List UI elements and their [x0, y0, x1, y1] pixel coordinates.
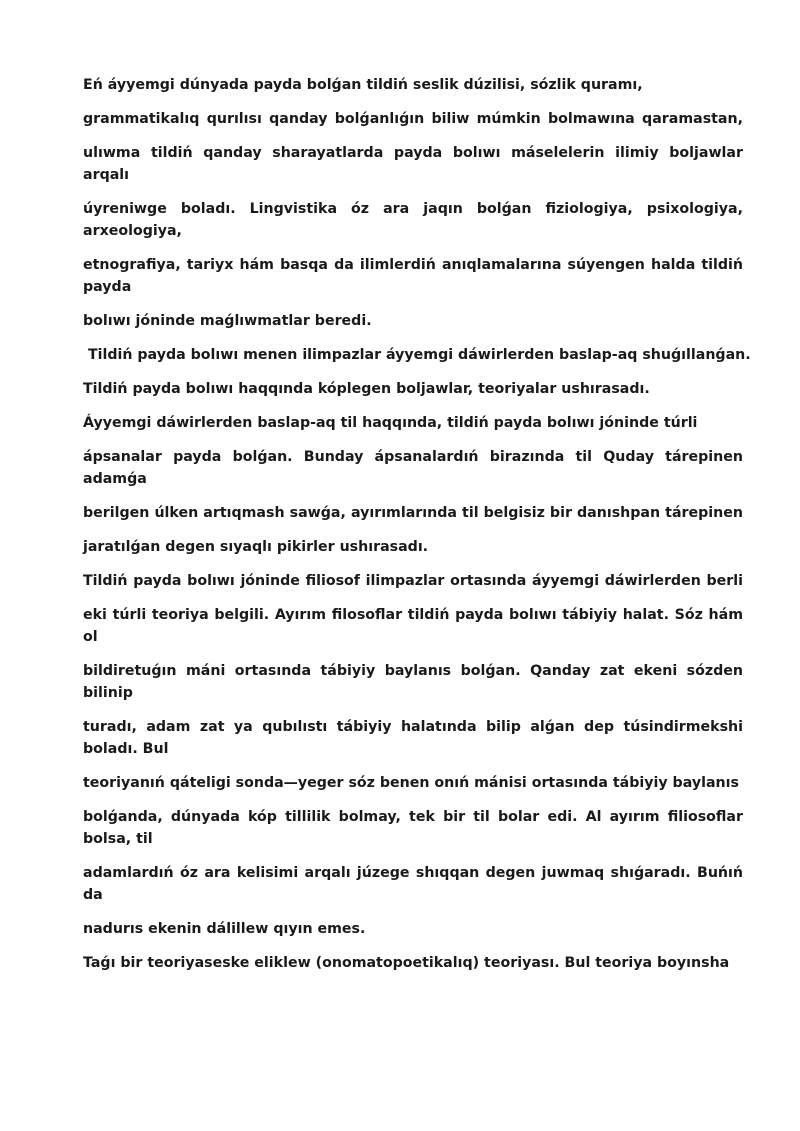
text-line: bilinip — [83, 685, 133, 701]
text-line: bolıwı jóninde maǵlıwmatlar beredi. — [83, 313, 372, 329]
text-line: arqalı — [83, 167, 130, 183]
text-line: ápsanalar payda bolǵan. Bunday ápsanalardıń birazında til Quday tárepinen — [83, 449, 743, 465]
text-line: jaratılǵan degen sıyaqlı pikirler ushırasadı. — [83, 539, 429, 555]
text-line: Tildiń payda bolıwı jóninde filiosof ilimpazlar ortasında áyyemgi dáwirlerden berli — [83, 573, 743, 589]
text-line: eki túrli teoriya belgili. Ayırım filosoflar tildiń payda bolıwı tábiyiy halat. Sóz hám ol — [83, 607, 743, 645]
text-line: adamǵa — [83, 471, 147, 487]
text-line: bildiretuǵın máni ortasında tábiyiy baylanıs bolǵan. Qanday zat ekeni sózden — [83, 663, 743, 679]
text-line: Tildiń payda bolıwı haqqında kóplegen boljawlar, teoriyalar ushırasadı. — [83, 381, 650, 397]
text-line: bolsa, til — [83, 831, 153, 847]
text-line: grammatikalıq qurılısı qanday bolǵanlıǵın biliw múmkin bolmawına qaramastan, — [83, 111, 743, 127]
text-line: berilgen úlken artıqmash sawǵa, ayırımlarında til belgisiz bir danıshpan tárepinen — [83, 505, 743, 521]
text-line: nadurıs ekenin dálillew qıyın emes. — [83, 921, 366, 937]
text-line: Eń áyyemgi dúnyada payda bolǵan tildiń seslik dúzilisi, sózlik quramı, — [83, 77, 643, 93]
text-line: boladı. Bul — [83, 741, 169, 757]
text-line: turadı, adam zat ya qubılıstı tábiyiy halatında bilip alǵan dep túsindirmekshi — [83, 719, 743, 735]
text-line: ulıwma tildiń qanday sharayatlarda payda bolıwı máselelerin ilimiy boljawlar — [83, 145, 743, 161]
text-line: arxeologiya, — [83, 223, 182, 239]
text-line: adamlardıń óz ara kelisimi arqalı júzege shıqqan degen juwmaq shıǵaradı. Buńıń da — [83, 865, 743, 903]
text-line: etnografiya, tariyx hám basqa da ilimlerdiń anıqlamalarına súyengen halda tildiń — [83, 257, 743, 273]
text-line: Áyyemgi dáwirlerden baslap-aq til haqqında, tildiń payda bolıwı jóninde túrli — [83, 415, 698, 431]
text-line: payda — [83, 279, 132, 295]
text-line: Taǵı bir teoriyaseske eliklew (onomatopoetikalıq) teoriyası. Bul teoriya boyınsha — [83, 955, 730, 971]
text-line: bolǵanda, dúnyada kóp tillilik bolmay, tek bir til bolar edi. Al ayırım filiosoflar — [83, 809, 743, 825]
text-line: Tildiń payda bolıwı menen ilimpazlar áyyemgi dáwirlerden baslap-aq shuǵıllanǵan. — [83, 347, 751, 363]
text-line: teoriyanıń qáteligi sonda—yeger sóz benen onıń mánisi ortasında tábiyiy baylanıs — [83, 775, 739, 791]
document-body — [83, 74, 751, 974]
text-line: úyreniwge boladı. Lingvistika óz ara jaqın bolǵan fiziologiya, psixologiya, — [83, 201, 743, 217]
